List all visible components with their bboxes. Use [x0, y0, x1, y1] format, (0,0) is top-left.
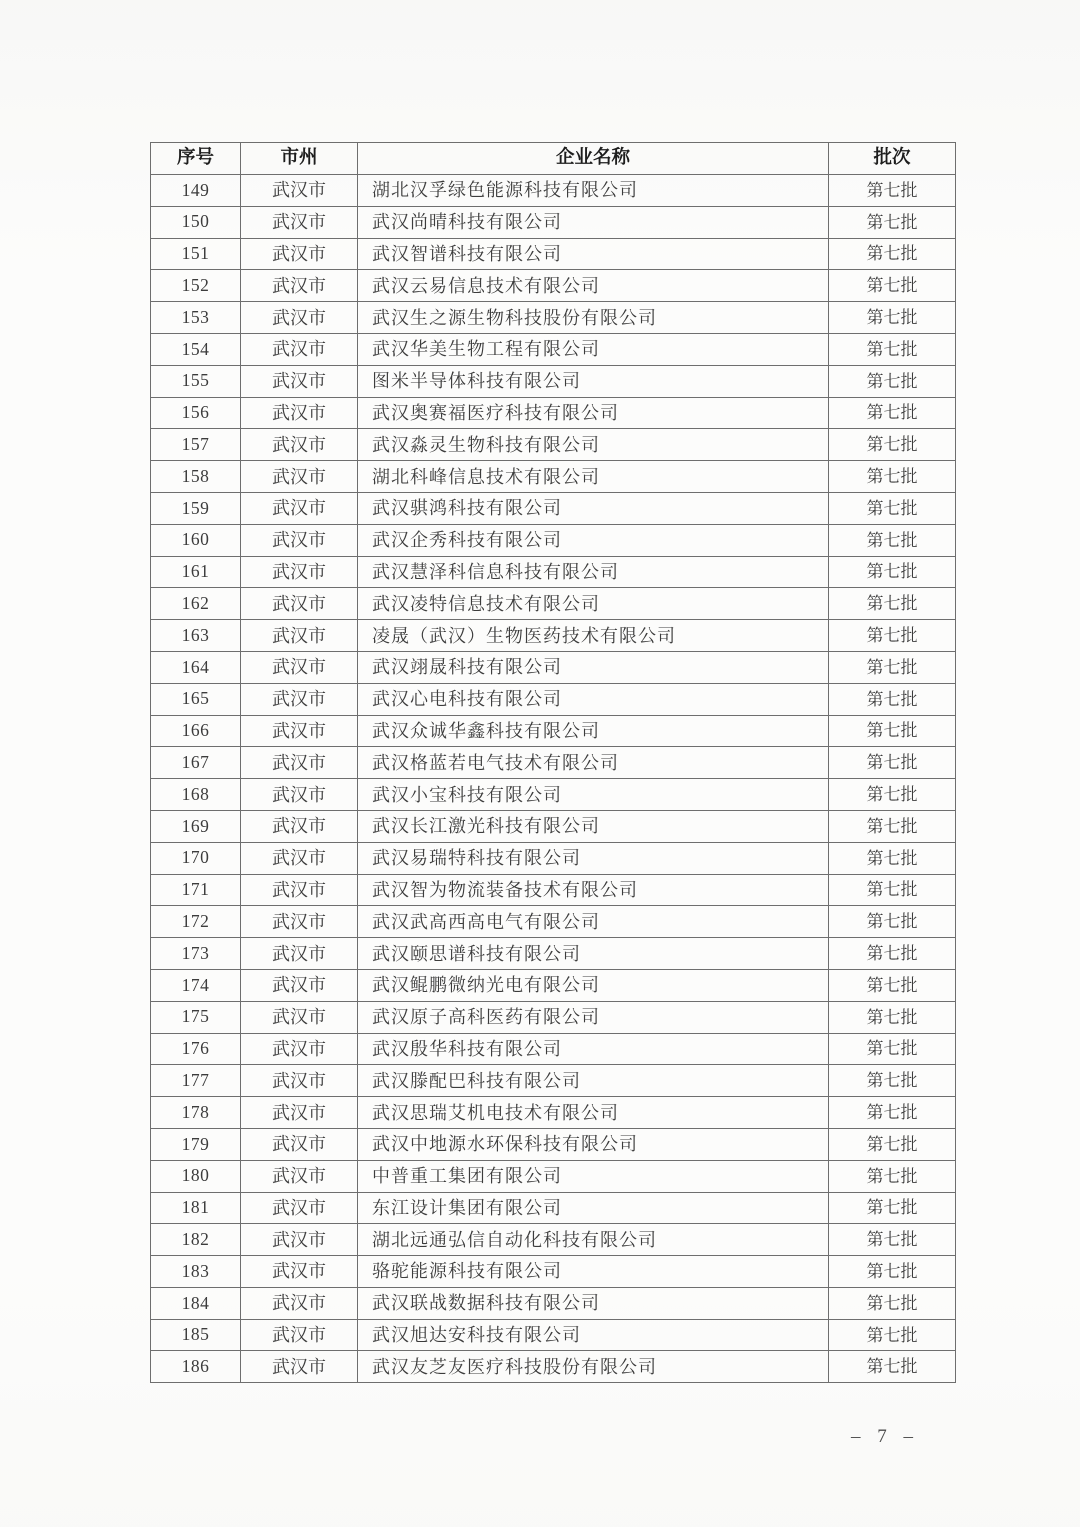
cell-batch: 第七批 [829, 429, 956, 461]
table-row [151, 461, 956, 493]
cell-company-name: 武汉云易信息技术有限公司 [358, 270, 829, 302]
cell-company-name: 武汉智谱科技有限公司 [358, 238, 829, 270]
cell-serial: 149 [151, 175, 241, 207]
cell-batch: 第七批 [829, 874, 956, 906]
cell-city: 武汉市 [241, 1160, 358, 1192]
header-batch: 批次 [829, 143, 956, 175]
table-row [151, 429, 956, 461]
cell-batch: 第七批 [829, 1224, 956, 1256]
cell-company-name: 武汉淼灵生物科技有限公司 [358, 429, 829, 461]
cell-city: 武汉市 [241, 588, 358, 620]
table-row [151, 556, 956, 588]
cell-serial: 163 [151, 620, 241, 652]
cell-batch: 第七批 [829, 969, 956, 1001]
page-number: – 7 – [851, 1426, 919, 1447]
cell-company-name: 武汉慧泽科信息科技有限公司 [358, 556, 829, 588]
cell-serial: 174 [151, 969, 241, 1001]
cell-city: 武汉市 [241, 810, 358, 842]
cell-batch: 第七批 [829, 938, 956, 970]
cell-city: 武汉市 [241, 874, 358, 906]
header-row [151, 143, 956, 175]
cell-serial: 167 [151, 747, 241, 779]
cell-company-name: 武汉企秀科技有限公司 [358, 524, 829, 556]
cell-company-name: 武汉翊晟科技有限公司 [358, 651, 829, 683]
cell-company-name: 东江设计集团有限公司 [358, 1192, 829, 1224]
cell-city: 武汉市 [241, 461, 358, 493]
cell-company-name: 武汉颐思谱科技有限公司 [358, 938, 829, 970]
cell-city: 武汉市 [241, 938, 358, 970]
cell-company-name: 武汉骐鸿科技有限公司 [358, 492, 829, 524]
cell-batch: 第七批 [829, 715, 956, 747]
cell-company-name: 武汉华美生物工程有限公司 [358, 333, 829, 365]
cell-company-name: 骆驼能源科技有限公司 [358, 1256, 829, 1288]
table-row [151, 1192, 956, 1224]
cell-serial: 164 [151, 651, 241, 683]
cell-batch: 第七批 [829, 238, 956, 270]
table-row [151, 1351, 956, 1383]
cell-company-name: 武汉思瑞艾机电技术有限公司 [358, 1097, 829, 1129]
table-row [151, 238, 956, 270]
cell-serial: 175 [151, 1001, 241, 1033]
cell-serial: 157 [151, 429, 241, 461]
cell-company-name: 湖北汉孚绿色能源科技有限公司 [358, 175, 829, 207]
cell-batch: 第七批 [829, 1192, 956, 1224]
table-row [151, 333, 956, 365]
header-company: 企业名称 [358, 143, 829, 175]
cell-city: 武汉市 [241, 1033, 358, 1065]
cell-serial: 156 [151, 397, 241, 429]
table-row [151, 1097, 956, 1129]
cell-city: 武汉市 [241, 1319, 358, 1351]
table-row [151, 1001, 956, 1033]
table-row [151, 906, 956, 938]
cell-batch: 第七批 [829, 1287, 956, 1319]
cell-city: 武汉市 [241, 906, 358, 938]
table-row [151, 969, 956, 1001]
cell-batch: 第七批 [829, 906, 956, 938]
cell-company-name: 武汉众诚华鑫科技有限公司 [358, 715, 829, 747]
cell-company-name: 凌晟（武汉）生物医药技术有限公司 [358, 620, 829, 652]
table-row [151, 1224, 956, 1256]
table-row [151, 620, 956, 652]
cell-city: 武汉市 [241, 1128, 358, 1160]
cell-batch: 第七批 [829, 206, 956, 238]
cell-company-name: 中普重工集团有限公司 [358, 1160, 829, 1192]
table-row [151, 683, 956, 715]
cell-batch: 第七批 [829, 683, 956, 715]
cell-batch: 第七批 [829, 270, 956, 302]
cell-company-name: 湖北远通弘信自动化科技有限公司 [358, 1224, 829, 1256]
cell-batch: 第七批 [829, 461, 956, 493]
table-row [151, 1160, 956, 1192]
cell-city: 武汉市 [241, 206, 358, 238]
cell-batch: 第七批 [829, 397, 956, 429]
table-row [151, 397, 956, 429]
cell-serial: 159 [151, 492, 241, 524]
cell-batch: 第七批 [829, 1351, 956, 1383]
cell-city: 武汉市 [241, 365, 358, 397]
cell-serial: 179 [151, 1128, 241, 1160]
cell-company-name: 武汉格蓝若电气技术有限公司 [358, 747, 829, 779]
cell-batch: 第七批 [829, 175, 956, 207]
table-row [151, 779, 956, 811]
table-row [151, 715, 956, 747]
table-row [151, 492, 956, 524]
cell-city: 武汉市 [241, 238, 358, 270]
cell-city: 武汉市 [241, 556, 358, 588]
cell-city: 武汉市 [241, 397, 358, 429]
cell-serial: 169 [151, 810, 241, 842]
cell-batch: 第七批 [829, 333, 956, 365]
cell-batch: 第七批 [829, 747, 956, 779]
cell-serial: 177 [151, 1065, 241, 1097]
cell-city: 武汉市 [241, 651, 358, 683]
table-row [151, 1256, 956, 1288]
cell-serial: 152 [151, 270, 241, 302]
cell-serial: 184 [151, 1287, 241, 1319]
cell-serial: 166 [151, 715, 241, 747]
cell-batch: 第七批 [829, 1065, 956, 1097]
cell-serial: 160 [151, 524, 241, 556]
cell-company-name: 武汉联战数据科技有限公司 [358, 1287, 829, 1319]
cell-city: 武汉市 [241, 333, 358, 365]
cell-batch: 第七批 [829, 1128, 956, 1160]
header-city: 市州 [241, 143, 358, 175]
cell-batch: 第七批 [829, 1033, 956, 1065]
cell-batch: 第七批 [829, 365, 956, 397]
table-row [151, 874, 956, 906]
cell-company-name: 武汉奥赛福医疗科技有限公司 [358, 397, 829, 429]
cell-company-name: 武汉智为物流装备技术有限公司 [358, 874, 829, 906]
cell-batch: 第七批 [829, 492, 956, 524]
table-row [151, 270, 956, 302]
cell-serial: 180 [151, 1160, 241, 1192]
table-row [151, 365, 956, 397]
cell-serial: 170 [151, 842, 241, 874]
cell-city: 武汉市 [241, 842, 358, 874]
cell-city: 武汉市 [241, 747, 358, 779]
cell-company-name: 武汉鲲鹏微纳光电有限公司 [358, 969, 829, 1001]
table-row [151, 1033, 956, 1065]
cell-serial: 183 [151, 1256, 241, 1288]
cell-serial: 181 [151, 1192, 241, 1224]
cell-batch: 第七批 [829, 620, 956, 652]
table-header [151, 143, 956, 175]
table-row [151, 1065, 956, 1097]
cell-serial: 151 [151, 238, 241, 270]
cell-serial: 178 [151, 1097, 241, 1129]
table-row [151, 810, 956, 842]
cell-batch: 第七批 [829, 302, 956, 334]
cell-serial: 165 [151, 683, 241, 715]
cell-serial: 155 [151, 365, 241, 397]
cell-city: 武汉市 [241, 620, 358, 652]
table-row [151, 1287, 956, 1319]
cell-company-name: 武汉凌特信息技术有限公司 [358, 588, 829, 620]
cell-company-name: 图米半导体科技有限公司 [358, 365, 829, 397]
cell-batch: 第七批 [829, 1097, 956, 1129]
cell-city: 武汉市 [241, 1097, 358, 1129]
cell-company-name: 湖北科峰信息技术有限公司 [358, 461, 829, 493]
header-serial: 序号 [151, 143, 241, 175]
cell-serial: 158 [151, 461, 241, 493]
table-row [151, 1128, 956, 1160]
cell-city: 武汉市 [241, 1224, 358, 1256]
cell-batch: 第七批 [829, 1319, 956, 1351]
table-row [151, 938, 956, 970]
cell-company-name: 武汉殷华科技有限公司 [358, 1033, 829, 1065]
cell-company-name: 武汉生之源生物科技股份有限公司 [358, 302, 829, 334]
cell-serial: 176 [151, 1033, 241, 1065]
cell-city: 武汉市 [241, 1192, 358, 1224]
cell-serial: 168 [151, 779, 241, 811]
cell-company-name: 武汉心电科技有限公司 [358, 683, 829, 715]
cell-serial: 162 [151, 588, 241, 620]
cell-serial: 185 [151, 1319, 241, 1351]
cell-serial: 186 [151, 1351, 241, 1383]
cell-company-name: 武汉易瑞特科技有限公司 [358, 842, 829, 874]
table-row [151, 302, 956, 334]
cell-serial: 161 [151, 556, 241, 588]
cell-serial: 173 [151, 938, 241, 970]
cell-city: 武汉市 [241, 1287, 358, 1319]
cell-serial: 154 [151, 333, 241, 365]
cell-city: 武汉市 [241, 175, 358, 207]
cell-batch: 第七批 [829, 588, 956, 620]
cell-company-name: 武汉中地源水环保科技有限公司 [358, 1128, 829, 1160]
cell-company-name: 武汉尚晴科技有限公司 [358, 206, 829, 238]
cell-city: 武汉市 [241, 524, 358, 556]
cell-batch: 第七批 [829, 1001, 956, 1033]
table-row [151, 524, 956, 556]
table-row [151, 588, 956, 620]
cell-serial: 171 [151, 874, 241, 906]
cell-company-name: 武汉原子高科医药有限公司 [358, 1001, 829, 1033]
cell-batch: 第七批 [829, 810, 956, 842]
table-row [151, 651, 956, 683]
cell-batch: 第七批 [829, 1256, 956, 1288]
cell-city: 武汉市 [241, 969, 358, 1001]
cell-company-name: 武汉旭达安科技有限公司 [358, 1319, 829, 1351]
table-row [151, 1319, 956, 1351]
cell-city: 武汉市 [241, 302, 358, 334]
table-row [151, 747, 956, 779]
table-row [151, 842, 956, 874]
cell-city: 武汉市 [241, 683, 358, 715]
cell-batch: 第七批 [829, 1160, 956, 1192]
cell-company-name: 武汉武高西高电气有限公司 [358, 906, 829, 938]
cell-serial: 150 [151, 206, 241, 238]
cell-city: 武汉市 [241, 1065, 358, 1097]
cell-city: 武汉市 [241, 1001, 358, 1033]
cell-city: 武汉市 [241, 1256, 358, 1288]
cell-batch: 第七批 [829, 779, 956, 811]
cell-batch: 第七批 [829, 524, 956, 556]
cell-company-name: 武汉滕配巴科技有限公司 [358, 1065, 829, 1097]
cell-serial: 153 [151, 302, 241, 334]
cell-company-name: 武汉长江激光科技有限公司 [358, 810, 829, 842]
cell-serial: 172 [151, 906, 241, 938]
cell-company-name: 武汉小宝科技有限公司 [358, 779, 829, 811]
cell-city: 武汉市 [241, 1351, 358, 1383]
company-table-body [151, 175, 956, 1383]
cell-batch: 第七批 [829, 842, 956, 874]
cell-city: 武汉市 [241, 492, 358, 524]
cell-city: 武汉市 [241, 779, 358, 811]
cell-batch: 第七批 [829, 651, 956, 683]
table-row [151, 175, 956, 207]
cell-serial: 182 [151, 1224, 241, 1256]
company-list-table [150, 142, 956, 1383]
cell-city: 武汉市 [241, 715, 358, 747]
cell-city: 武汉市 [241, 270, 358, 302]
table-row [151, 206, 956, 238]
cell-company-name: 武汉友芝友医疗科技股份有限公司 [358, 1351, 829, 1383]
cell-batch: 第七批 [829, 556, 956, 588]
cell-city: 武汉市 [241, 429, 358, 461]
